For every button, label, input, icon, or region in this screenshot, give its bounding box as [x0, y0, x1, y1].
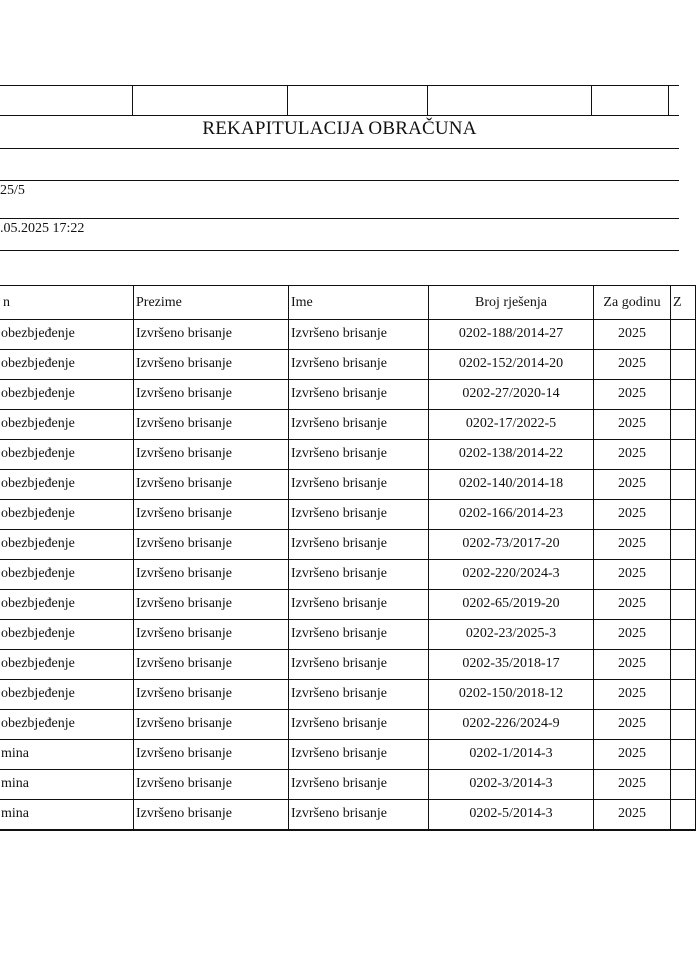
cell-surname: Izvršeno brisanje [134, 770, 289, 800]
cell-divider [287, 85, 288, 115]
table-row [0, 800, 696, 830]
table-row [0, 680, 696, 710]
cell-surname: Izvršeno brisanje [134, 500, 289, 530]
cell-decision-number: 0202-1/2014-3 [429, 740, 594, 770]
cell-extra [671, 680, 696, 710]
document-datetime: .05.2025 17:22 [0, 221, 85, 236]
table-row [0, 470, 696, 500]
cell-year: 2025 [594, 590, 671, 620]
cell-decision-number: 0202-138/2014-22 [429, 440, 594, 470]
cell-surname: Izvršeno brisanje [134, 740, 289, 770]
cell-decision-number: 0202-226/2024-9 [429, 710, 594, 740]
cell-decision-number: 0202-23/2025-3 [429, 620, 594, 650]
cell-year: 2025 [594, 500, 671, 530]
cell-extra [671, 350, 696, 380]
cell-surname: Izvršeno brisanje [134, 320, 289, 350]
cell-extra [671, 800, 696, 830]
cell-year: 2025 [594, 560, 671, 590]
column-header: Za godinu [594, 286, 671, 320]
rule [0, 85, 679, 86]
cell-category: obezbjeđenje [0, 380, 134, 410]
recap-table [0, 285, 696, 831]
cell-category: mina [0, 800, 134, 830]
cell-extra [671, 440, 696, 470]
cell-year: 2025 [594, 350, 671, 380]
document-number: 25/5 [0, 183, 25, 198]
cell-category: obezbjeđenje [0, 410, 134, 440]
cell-category: mina [0, 740, 134, 770]
cell-surname: Izvršeno brisanje [134, 650, 289, 680]
cell-extra [671, 410, 696, 440]
cell-name: Izvršeno brisanje [289, 530, 429, 560]
table-row [0, 380, 696, 410]
cell-name: Izvršeno brisanje [289, 740, 429, 770]
cell-name: Izvršeno brisanje [289, 410, 429, 440]
cell-category: obezbjeđenje [0, 500, 134, 530]
cell-extra [671, 740, 696, 770]
cell-year: 2025 [594, 410, 671, 440]
table-row [0, 650, 696, 680]
table-row [0, 740, 696, 770]
cell-name: Izvršeno brisanje [289, 500, 429, 530]
cell-year: 2025 [594, 680, 671, 710]
table-row [0, 620, 696, 650]
cell-extra [671, 710, 696, 740]
cell-extra [671, 560, 696, 590]
cell-decision-number: 0202-220/2024-3 [429, 560, 594, 590]
cell-category: obezbjeđenje [0, 440, 134, 470]
cell-extra [671, 650, 696, 680]
column-header: Prezime [134, 286, 289, 320]
cell-year: 2025 [594, 740, 671, 770]
cell-extra [671, 470, 696, 500]
cell-name: Izvršeno brisanje [289, 620, 429, 650]
table-row [0, 560, 696, 590]
cell-name: Izvršeno brisanje [289, 710, 429, 740]
cell-surname: Izvršeno brisanje [134, 710, 289, 740]
cell-year: 2025 [594, 800, 671, 830]
cell-decision-number: 0202-188/2014-27 [429, 320, 594, 350]
cell-name: Izvršeno brisanje [289, 350, 429, 380]
cell-name: Izvršeno brisanje [289, 590, 429, 620]
cell-name: Izvršeno brisanje [289, 650, 429, 680]
cell-category: obezbjeđenje [0, 710, 134, 740]
cell-extra [671, 620, 696, 650]
cell-decision-number: 0202-152/2014-20 [429, 350, 594, 380]
cell-name: Izvršeno brisanje [289, 380, 429, 410]
cell-decision-number: 0202-3/2014-3 [429, 770, 594, 800]
cell-surname: Izvršeno brisanje [134, 380, 289, 410]
cell-name: Izvršeno brisanje [289, 470, 429, 500]
cell-category: obezbjeđenje [0, 470, 134, 500]
table-row [0, 410, 696, 440]
rule [0, 148, 679, 149]
cell-year: 2025 [594, 440, 671, 470]
column-header: Ime [289, 286, 429, 320]
cell-surname: Izvršeno brisanje [134, 470, 289, 500]
cell-extra [671, 530, 696, 560]
cell-decision-number: 0202-5/2014-3 [429, 800, 594, 830]
cell-surname: Izvršeno brisanje [134, 800, 289, 830]
cell-name: Izvršeno brisanje [289, 560, 429, 590]
document-title: REKAPITULACIJA OBRAČUNA [202, 118, 477, 139]
cell-year: 2025 [594, 380, 671, 410]
column-header: Broj rješenja [429, 286, 594, 320]
cell-name: Izvršeno brisanje [289, 680, 429, 710]
cell-category: obezbjeđenje [0, 560, 134, 590]
cell-category: obezbjeđenje [0, 590, 134, 620]
table-row [0, 350, 696, 380]
cell-decision-number: 0202-166/2014-23 [429, 500, 594, 530]
cell-divider [591, 85, 592, 115]
table-body [0, 320, 696, 830]
cell-divider [427, 85, 428, 115]
table-row [0, 320, 696, 350]
cell-year: 2025 [594, 650, 671, 680]
rule [0, 180, 679, 181]
rule [0, 250, 679, 251]
table-row [0, 440, 696, 470]
cell-decision-number: 0202-35/2018-17 [429, 650, 594, 680]
cell-extra [671, 770, 696, 800]
cell-surname: Izvršeno brisanje [134, 530, 289, 560]
cell-surname: Izvršeno brisanje [134, 440, 289, 470]
cell-name: Izvršeno brisanje [289, 770, 429, 800]
column-header: Z [671, 286, 696, 320]
cell-surname: Izvršeno brisanje [134, 350, 289, 380]
cell-year: 2025 [594, 320, 671, 350]
cell-decision-number: 0202-27/2020-14 [429, 380, 594, 410]
cell-category: obezbjeđenje [0, 620, 134, 650]
cell-extra [671, 380, 696, 410]
cell-decision-number: 0202-140/2014-18 [429, 470, 594, 500]
cell-decision-number: 0202-65/2019-20 [429, 590, 594, 620]
cell-name: Izvršeno brisanje [289, 320, 429, 350]
table-row [0, 500, 696, 530]
table-header-row [0, 286, 696, 320]
cell-name: Izvršeno brisanje [289, 800, 429, 830]
cell-decision-number: 0202-150/2018-12 [429, 680, 594, 710]
cell-surname: Izvršeno brisanje [134, 680, 289, 710]
cell-surname: Izvršeno brisanje [134, 620, 289, 650]
column-header: n [0, 286, 134, 320]
cell-extra [671, 320, 696, 350]
cell-year: 2025 [594, 470, 671, 500]
cell-category: obezbjeđenje [0, 350, 134, 380]
cell-decision-number: 0202-73/2017-20 [429, 530, 594, 560]
cell-year: 2025 [594, 620, 671, 650]
cell-year: 2025 [594, 770, 671, 800]
cell-category: obezbjeđenje [0, 650, 134, 680]
cell-year: 2025 [594, 530, 671, 560]
rule [0, 218, 679, 219]
table-row [0, 770, 696, 800]
cell-category: obezbjeđenje [0, 680, 134, 710]
cell-category: obezbjeđenje [0, 320, 134, 350]
table-row [0, 710, 696, 740]
cell-year: 2025 [594, 710, 671, 740]
cell-extra [671, 500, 696, 530]
cell-divider [668, 85, 669, 115]
cell-divider [132, 85, 133, 115]
cell-surname: Izvršeno brisanje [134, 410, 289, 440]
rule [0, 115, 679, 116]
table-row [0, 530, 696, 560]
cell-surname: Izvršeno brisanje [134, 560, 289, 590]
table-row [0, 590, 696, 620]
cell-category: mina [0, 770, 134, 800]
cell-extra [671, 590, 696, 620]
cell-name: Izvršeno brisanje [289, 440, 429, 470]
cell-category: obezbjeđenje [0, 530, 134, 560]
cell-surname: Izvršeno brisanje [134, 590, 289, 620]
cell-decision-number: 0202-17/2022-5 [429, 410, 594, 440]
